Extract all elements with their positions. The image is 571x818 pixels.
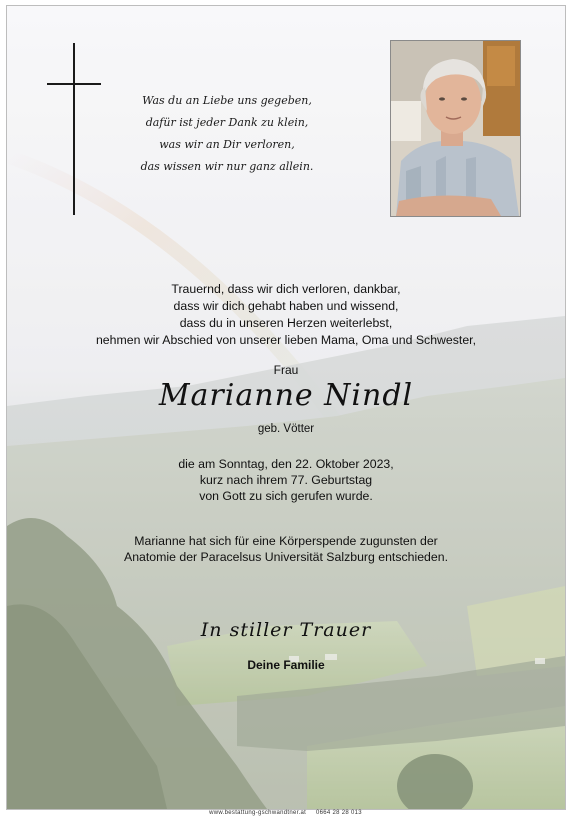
death-line: die am Sonntag, den 22. Oktober 2023,	[178, 457, 394, 471]
poem	[127, 90, 327, 178]
salutation: Frau	[273, 363, 299, 377]
poem-line: was wir an Dir verloren,	[159, 138, 295, 151]
death-line: von Gott zu sich gerufen wurde.	[199, 489, 373, 503]
cross-icon	[73, 43, 75, 215]
footer-contact: www.bestattung-gschwandtner.at 0664 28 28 013	[209, 810, 362, 816]
deceased-name: Marianne Nindl	[158, 378, 414, 413]
intro-line: nehmen wir Abschied von unserer lieben Mama, Oma und Schwester,	[95, 333, 477, 347]
obituary-card	[6, 5, 566, 810]
poem-line: dafür ist jeder Dank zu klein,	[145, 116, 309, 129]
note-line: Anatomie der Paracelsus Universität Salzburg entschieden.	[124, 550, 448, 564]
intro-line: Trauernd, dass wir dich verloren, dankbar,	[171, 282, 401, 296]
maiden-name: geb. Vötter	[257, 423, 315, 435]
death-text	[7, 456, 565, 504]
death-line: kurz nach ihrem 77. Geburtstag	[199, 473, 373, 487]
intro-line: dass du in unseren Herzen weiterlebst,	[179, 316, 393, 330]
note-line: Marianne hat sich für eine Körperspende zugunsten der	[134, 534, 438, 548]
poem-line: Was du an Liebe uns gegeben,	[142, 94, 312, 107]
donation-note	[7, 533, 565, 565]
mourning-heading: In stiller Trauer	[200, 619, 372, 641]
cross-icon-bar	[47, 83, 101, 85]
intro-text	[7, 281, 565, 349]
family-signature: Deine Familie	[247, 658, 325, 672]
portrait-photo	[390, 40, 521, 217]
intro-line: dass wir dich gehabt haben und wissend,	[173, 299, 399, 313]
poem-line: das wissen wir nur ganz allein.	[140, 160, 314, 173]
